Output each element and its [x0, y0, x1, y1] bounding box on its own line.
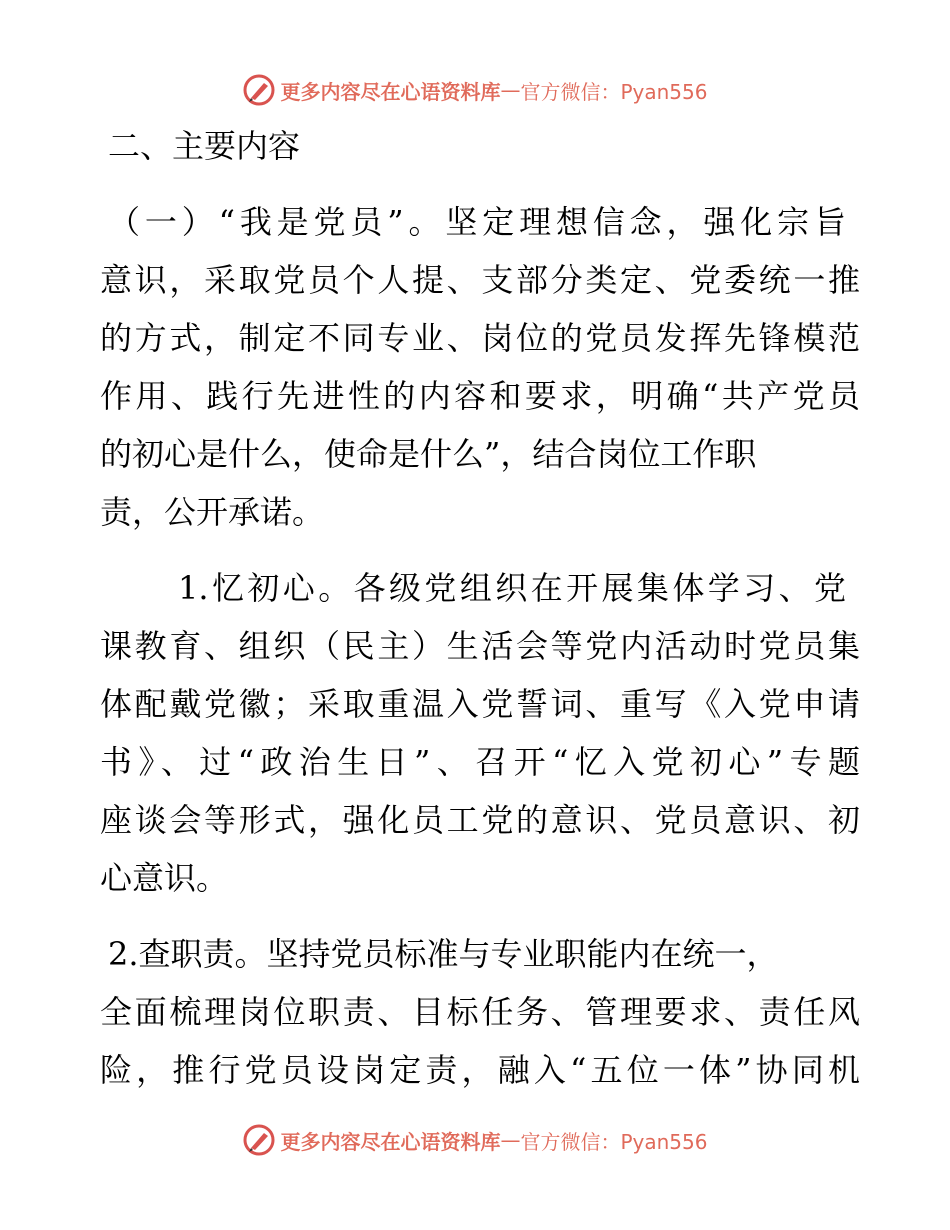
- watermark-text: 更多内容尽在心语资料库: [280, 1129, 501, 1154]
- paragraph-line: （一）“我是党员”。坚定理想信念，强化宗旨: [108, 203, 846, 241]
- watermark-header: [0, 68, 950, 112]
- paragraph-line: 险，推行党员设岗定责，融入“五位一体”协同机: [100, 1051, 860, 1089]
- watermark-separator: —: [500, 1128, 521, 1152]
- watermark-separator: —: [500, 78, 521, 102]
- paragraph-line: 作用、践行先进性的内容和要求，明确“共产党员: [100, 377, 860, 415]
- paragraph-line: 课教育、组织（民主）生活会等党内活动时党员集: [100, 627, 860, 665]
- paragraph-line: 2.查职责。坚持党员标准与专业职能内在统一，: [108, 935, 779, 973]
- paragraph-line: 书》、过“政治生日”、召开“忆入党初心”专题: [100, 743, 860, 781]
- paragraph-line: 体配戴党徽；采取重温入党誓词、重写《入党申请: [100, 685, 860, 723]
- watermark-footer: [0, 1118, 950, 1162]
- paragraph-line: 座谈会等形式，强化员工党的意识、党员意识、初: [100, 801, 860, 839]
- paragraph-line: 全面梳理岗位职责、目标任务、管理要求、责任风: [100, 993, 860, 1031]
- paragraph-line: 的方式，制定不同专业、岗位的党员发挥先锋模范: [100, 319, 860, 357]
- paragraph-line: 意识，采取党员个人提、支部分类定、党委统一推: [100, 261, 860, 299]
- pen-logo-icon: [242, 73, 276, 107]
- watermark-text: 更多内容尽在心语资料库: [280, 79, 501, 104]
- paragraph-line: 责，公开承诺。: [100, 493, 325, 531]
- watermark-wechat: 官方微信：Pyan556: [520, 1129, 708, 1154]
- section-heading: 二、主要内容: [108, 127, 301, 165]
- paragraph-line: 心意识。: [100, 859, 229, 897]
- paragraph-line: 的初心是什么，使命是什么”，结合岗位工作职: [100, 435, 757, 473]
- watermark-wechat: 官方微信：Pyan556: [520, 79, 708, 104]
- pen-logo-icon: [242, 1123, 276, 1157]
- paragraph-line: 1.忆初心。各级党组织在开展集体学习、党: [178, 569, 846, 607]
